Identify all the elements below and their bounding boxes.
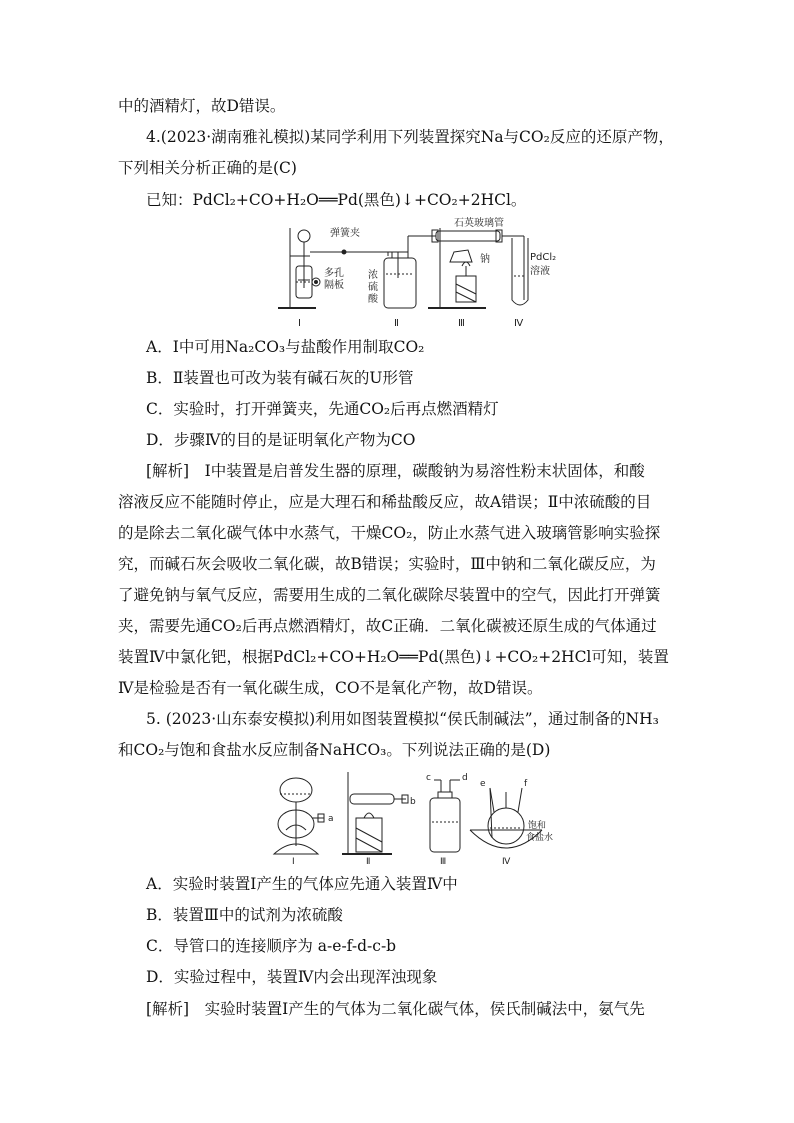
kipp-generator-I [274, 778, 324, 854]
label-IV: Ⅳ [502, 857, 511, 867]
option-4B: B．Ⅱ装置也可改为装有碱石灰的U形管 [146, 369, 414, 387]
analysis-4-line-5: 了避免钠与氧气反应，需要用生成的二氧化碳除尽装置中的空气，因此打开弹簧 [118, 586, 661, 604]
quartz-tube-label: 石英玻璃管 [454, 218, 504, 229]
brine-label-2: 食盐水 [526, 833, 554, 843]
brine-label-1: 饱和 [528, 821, 547, 831]
option-5B: B．装置Ⅲ中的试剂为浓硫酸 [146, 906, 343, 924]
option-4C: C．实验时，打开弹簧夹，先通CO₂后再点燃酒精灯 [146, 400, 499, 418]
spring-clip-label: 弹簧夹 [330, 228, 360, 239]
analysis-4-line-1: [解析] Ⅰ中装置是启普发生器的原理，碳酸钠为易溶性粉末状固体，和酸 [146, 462, 645, 480]
sodium-label: 钠 [480, 254, 490, 265]
porous-label-2: 隔板 [324, 280, 344, 291]
analysis-4-line-4: 究，而碱石灰会吸收二氧化碳，故B错误；实验时，Ⅲ中钠和二氧化碳反应，为 [118, 555, 656, 573]
ammonia-generator-II [342, 772, 408, 854]
label-III: Ⅲ [458, 318, 465, 329]
acid-label-1: 浓 [368, 270, 378, 281]
solution-label: 溶液 [530, 266, 550, 277]
apparatus-figure-2 [266, 768, 582, 868]
option-5C: C．导管口的连接顺序为 a-e-f-d-c-b [146, 937, 397, 955]
question-5-stem: 5. (2023·山东泰安模拟)利用如图装置模拟“侯氏制碱法”，通过制备的NH₃ [146, 710, 659, 728]
analysis-4-line-6: 夹，需要先通CO₂后再点燃酒精灯，故C正确．二氧化碳被还原生成的气体通过 [118, 617, 657, 635]
porous-label-1: 多孔 [324, 268, 344, 279]
port-d: d [462, 773, 468, 783]
port-a: a [328, 814, 334, 824]
apparatus-figure-1 [268, 216, 558, 332]
label-II: Ⅱ [366, 857, 371, 867]
question-4-stem-cont: 下列相关分析正确的是(C) [118, 159, 297, 177]
apparatus-IV [512, 238, 528, 305]
acid-label-3: 酸 [368, 294, 378, 305]
wash-bottle-III [430, 780, 460, 852]
analysis-4-line-8: Ⅳ是检验是否有一氧化碳生成，CO不是氧化产物，故D错误。 [118, 679, 543, 697]
label-I: Ⅰ [292, 857, 295, 867]
label-IV: Ⅳ [514, 318, 524, 329]
port-e: e [480, 779, 486, 789]
port-b: b [410, 797, 416, 807]
analysis-4-line-2: 溶液反应不能随时停止，应是大理石和稀盐酸反应，故A错误；Ⅱ中浓硫酸的目 [118, 493, 652, 511]
apparatus-III [428, 228, 524, 308]
port-f: f [524, 779, 528, 789]
analysis-5-line-1: [解析] 实验时装置Ⅰ产生的气体为二氧化碳气体，侯氏制碱法中，氨气先 [146, 1000, 645, 1018]
option-5D: D．实验过程中，装置Ⅳ内会出现浑浊现象 [146, 968, 438, 986]
label-II: Ⅱ [394, 318, 399, 329]
text-line-continuation: 中的酒精灯，故D错误。 [118, 97, 286, 115]
given-equation: 已知：PdCl₂+CO+H₂O══Pd(黑色)↓+CO₂+2HCl。 [146, 191, 527, 209]
question-5-stem-cont: 和CO₂与饱和食盐水反应制备NaHCO₃。下列说法正确的是(D) [118, 741, 551, 759]
apparatus-II [384, 236, 436, 308]
analysis-4-line-7: 装置Ⅳ中氯化钯，根据PdCl₂+CO+H₂O══Pd(黑色)↓+CO₂+2HCl可知，装置 [118, 648, 669, 666]
label-I: Ⅰ [298, 318, 301, 329]
label-III: Ⅲ [440, 857, 447, 867]
port-c: c [426, 773, 431, 783]
acid-label-2: 硫 [368, 282, 378, 293]
question-4-stem: 4.(2023·湖南雅礼模拟)某同学利用下列装置探究Na与CO₂反应的还原产物， [146, 128, 674, 146]
option-4D: D．步骤Ⅳ的目的是证明氧化产物为CO [146, 431, 416, 449]
pdcl2-label: PdCl₂ [530, 252, 557, 263]
option-5A: A．实验时装置Ⅰ产生的气体应先通入装置Ⅳ中 [146, 875, 458, 893]
option-4A: A．Ⅰ中可用Na₂CO₃与盐酸作用制取CO₂ [146, 338, 425, 356]
analysis-4-line-3: 的是除去二氧化碳气体中水蒸气，干燥CO₂，防止水蒸气进入玻璃管影响实验探 [118, 524, 661, 542]
